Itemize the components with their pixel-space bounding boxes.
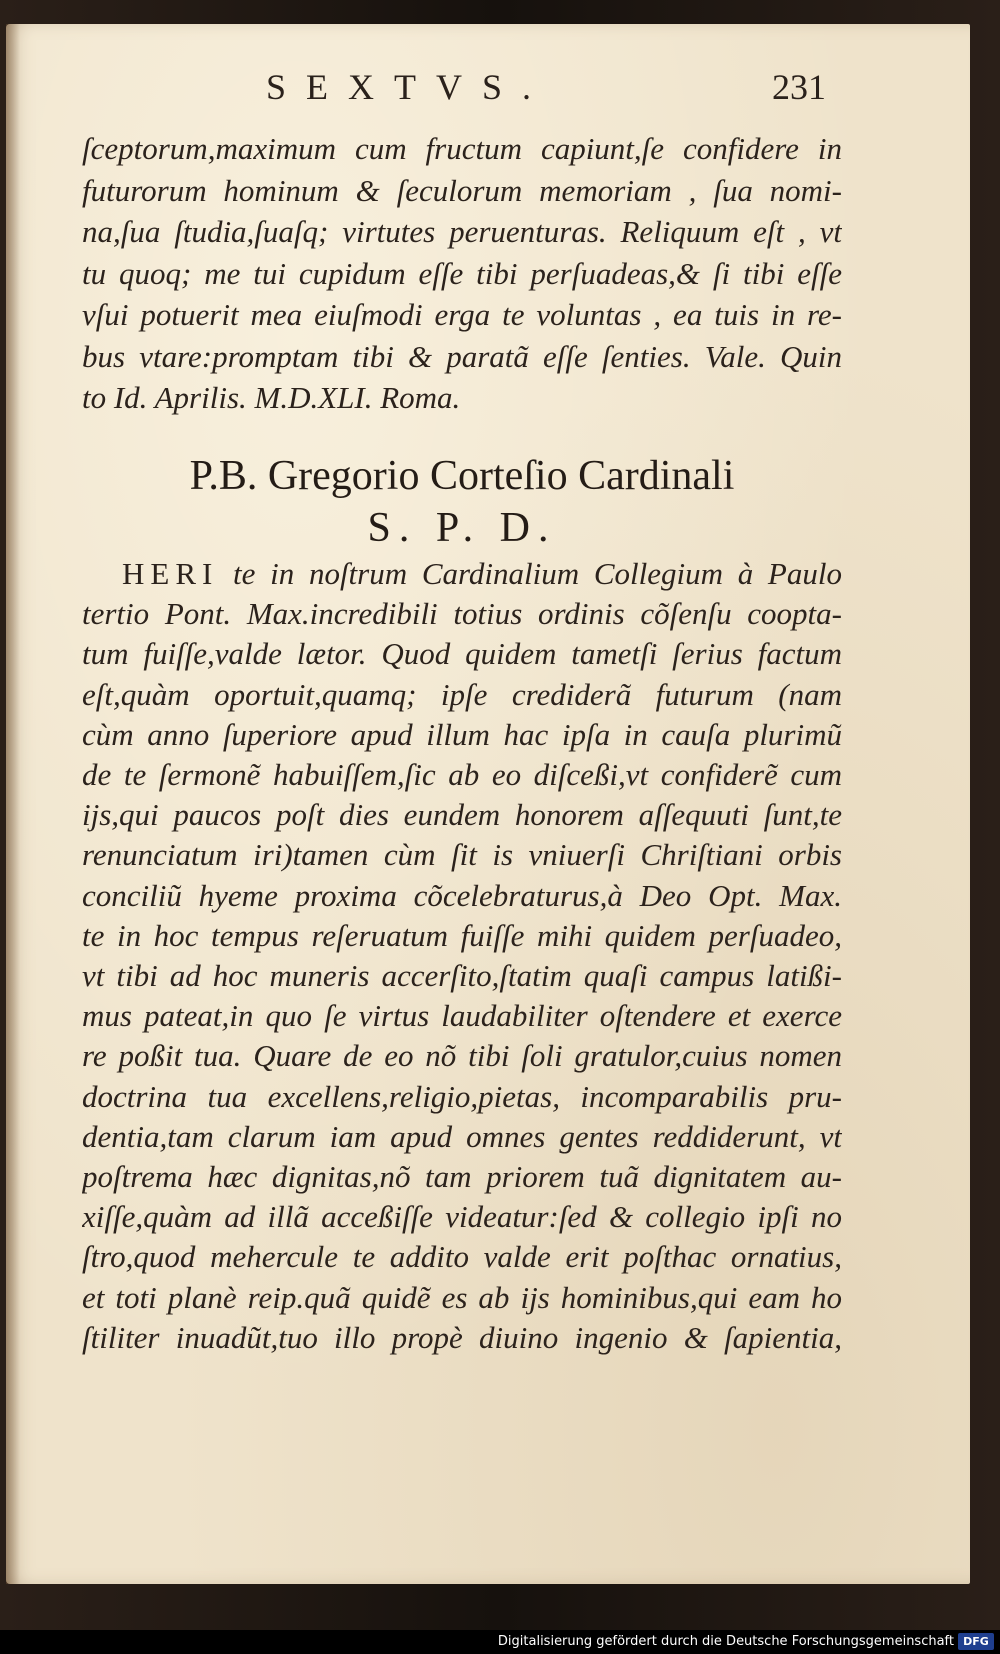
previous-letter-ending <box>82 128 842 419</box>
page-gutter-shadow <box>6 24 20 1584</box>
text-line: cùm anno ſuperiore apud illum hac ipſa in cauſa plurimũ <box>82 716 842 752</box>
page-number: 231 <box>772 67 826 107</box>
text-line: et toti planè reip.quã quidẽ es ab ijs hominibus,qui eam ho <box>82 1279 842 1315</box>
text-line: tu quoq; me tui cupidum eſſe tibi perſuadeas,& ſi tibi eſſe <box>82 255 842 291</box>
text-line: renunciatum iri)tamen cùm ſit is vniuerſi Chriſtiani orbis <box>82 837 842 873</box>
letter-heading-salutation: S. P. D. <box>367 505 557 551</box>
text-line: dentia,tam clarum iam apud omnes gentes reddiderunt, vt <box>82 1118 842 1154</box>
text-line: te in hoc tempus reſeruatum fuiſſe mihi quidem perſuadeo, <box>82 917 842 953</box>
text-line-first <box>82 554 842 594</box>
running-head <box>0 66 1000 116</box>
dfg-logo: DFG <box>958 1633 994 1650</box>
text-line: conciliũ hyeme proxima cõcelebraturus,à Deo Opt. Max. <box>82 877 842 913</box>
text-line: tertio Pont. Max.incredibili totius ordinis cõſenſu coopta- <box>82 596 842 632</box>
text-line: ſtiliter inuadũt,tuo illo propè diuino ingenio & ſapientia, <box>82 1319 842 1355</box>
text-line: ſceptorum,maximum cum fructum capiunt,ſe confidere in <box>82 131 842 166</box>
text-line: ijs,qui paucos poſt dies eundem honorem aſſequuti ſunt,te <box>82 797 842 833</box>
text-line: ſtro,quod mehercule te addito valde erit poſthac ornatius, <box>82 1239 842 1275</box>
text-line: de te ſermonẽ habuiſſem,ſic ab eo diſceßi,vt confiderẽ cum <box>82 757 842 793</box>
letter-heading-addressee: P.B. Gregorio Corteſio Cardinali <box>189 453 735 499</box>
text-line: xiſſe,quàm ad illã acceßiſſe videatur:ſed & collegio ipſi no <box>82 1199 842 1235</box>
text-line: na,ſua ſtudia,ſuaſq; virtutes peruenturas. Reliquum eſt , vt <box>82 214 842 249</box>
text-line: vſui potuerit mea eiuſmodi erga te voluntas , ea tuis in re- <box>82 297 842 332</box>
footer-credit-text: Digitalisierung gefördert durch die Deutsche Forschungsgemeinschaft <box>497 1634 954 1649</box>
text-line: mus pateat,in quo ſe virtus laudabiliter oſtendere et exerce <box>82 998 842 1034</box>
text-line: re poßit tua. Quare de eo nõ tibi ſoli gratulor,cuius nomen <box>82 1038 842 1074</box>
letter-body <box>82 554 842 1358</box>
digitization-footer <box>0 1630 1000 1654</box>
text-line: tum fuiſſe,valde lætor. Quod quidem tametſi ſerius factum <box>82 636 842 672</box>
running-head-title: SEXTVS. <box>266 67 552 107</box>
text-line: doctrina tua excellens,religio,pietas, incomparabilis pru- <box>82 1078 842 1114</box>
letter-opening-word: HERI <box>122 556 219 591</box>
text-line: poſtrema hæc dignitas,nõ tam priorem tuã dignitatem au- <box>82 1159 842 1195</box>
text-line: eſt,quàm oportuit,quamq; ipſe crediderã futurum (nam <box>82 676 842 712</box>
text-line-first-rest: te in noſtrum Cardinalium Collegium à Paulo <box>218 556 842 591</box>
letter-heading <box>82 450 842 554</box>
text-line: futurorum hominum & ſeculorum memoriam , ſua nomi- <box>82 172 842 208</box>
text-line-dateline: to Id. Aprilis. M.D.XLI. Roma. <box>82 380 461 415</box>
text-line: vt tibi ad hoc muneris accerſito,ſtatim quaſi campus latißi- <box>82 958 842 994</box>
text-line: bus vtare:promptam tibi & paratã eſſe ſenties. Vale. Quin <box>82 338 842 374</box>
